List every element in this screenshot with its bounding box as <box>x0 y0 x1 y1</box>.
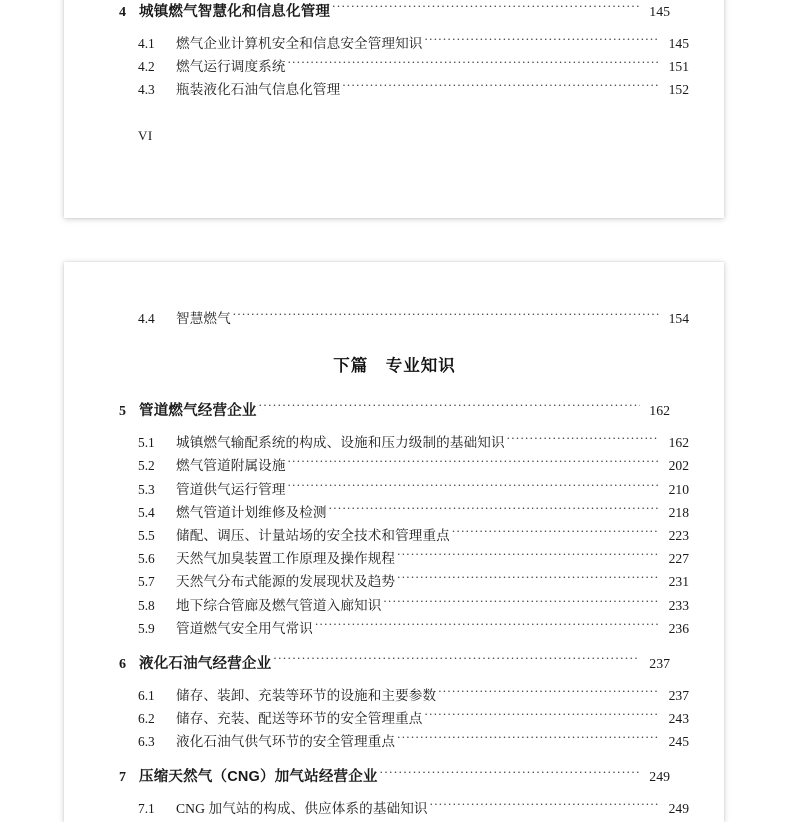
toc-entry-number: 5.4 <box>138 504 155 520</box>
toc-entry-pagenumber: 249 <box>649 769 670 785</box>
dot-leader <box>507 434 659 448</box>
toc-entry-pagenumber: 145 <box>649 4 670 19</box>
toc-entry-pagenumber: 233 <box>668 597 689 613</box>
dot-leader <box>288 480 659 494</box>
toc-entry-5-3[interactable] <box>119 478 689 501</box>
toc-entry-pagenumber: 210 <box>668 481 689 497</box>
toc-entry-pagenumber: 236 <box>668 620 689 636</box>
toc-entry-number: 4.3 <box>138 82 155 98</box>
dot-leader <box>438 686 659 700</box>
toc-entry-pagenumber: 245 <box>668 734 689 750</box>
toc-page-2-body <box>64 262 724 821</box>
toc-entry-title: 管道供气运行管理 <box>176 481 286 497</box>
toc-entry-pagenumber: 218 <box>668 504 689 520</box>
toc-entry-6[interactable] <box>119 652 670 676</box>
spacer <box>119 753 670 765</box>
toc-entry-number: 6.2 <box>138 711 155 727</box>
toc-entry-7[interactable] <box>119 765 670 789</box>
toc-entry-title: 储存、充装、配送等环节的安全管理重点 <box>176 711 423 727</box>
dot-leader <box>273 653 640 668</box>
spacer <box>119 262 670 287</box>
toc-entry-pagenumber: 145 <box>668 36 689 51</box>
toc-entry-number: 7.1 <box>138 801 155 817</box>
dot-leader <box>425 709 660 723</box>
toc-entry-6-3[interactable] <box>119 730 689 753</box>
toc-entry-number: 4.4 <box>138 311 155 326</box>
toc-entry-pagenumber: 162 <box>649 403 670 419</box>
toc-entry-5-4[interactable] <box>119 501 689 524</box>
toc-entry-pagenumber: 231 <box>668 574 689 590</box>
part-heading: 下篇 专业知识 <box>333 357 456 376</box>
toc-entry-5-5[interactable] <box>119 524 689 547</box>
dot-leader <box>342 81 659 95</box>
spacer <box>119 423 670 431</box>
toc-entry-5[interactable] <box>119 399 670 423</box>
toc-entry-title: 管道燃气安全用气常识 <box>176 620 313 636</box>
spacer <box>119 789 670 797</box>
toc-page-1-body <box>64 0 724 144</box>
toc-entry-number: 4.1 <box>138 36 155 51</box>
toc-entry-title: 燃气企业计算机安全和信息安全管理知识 <box>176 36 423 51</box>
dot-leader <box>329 503 659 517</box>
toc-entry-4-1[interactable] <box>119 32 689 55</box>
toc-entry-title: 燃气运行调度系统 <box>176 59 286 75</box>
dot-leader <box>397 733 659 747</box>
toc-entry-number: 5.6 <box>138 551 155 567</box>
toc-entry-pagenumber: 249 <box>668 801 689 817</box>
dot-leader <box>383 596 659 610</box>
dot-leader <box>288 58 659 72</box>
toc-entry-number: 5.5 <box>138 527 155 543</box>
toc-entry-pagenumber: 237 <box>649 655 670 671</box>
toc-entry-title: 天然气分布式能源的发展现状及趋势 <box>176 574 396 590</box>
toc-entry-5-1[interactable] <box>119 431 689 454</box>
page-folio-number: VI <box>138 127 153 143</box>
dot-leader <box>397 550 659 564</box>
spacer <box>119 676 670 684</box>
toc-entry-number: 5.7 <box>138 574 155 590</box>
dot-leader <box>430 800 659 814</box>
dot-leader <box>380 767 640 782</box>
dot-leader <box>288 457 659 471</box>
toc-entry-title: 燃气管道计划维修及检测 <box>176 504 327 520</box>
toc-entry-title: 城镇燃气输配系统的构成、设施和压力级制的基础知识 <box>176 435 505 451</box>
toc-entry-title: 液化石油气供气环节的安全管理重点 <box>176 734 396 750</box>
toc-entry-5-7[interactable] <box>119 570 689 593</box>
toc-entry-4-2[interactable] <box>119 55 689 78</box>
toc-entry-number: 7 <box>119 770 126 786</box>
toc-page-1 <box>64 0 724 218</box>
toc-page-2 <box>64 262 724 822</box>
toc-entry-title: 管道燃气经营企业 <box>139 403 257 420</box>
toc-entry-pagenumber: 237 <box>668 687 689 703</box>
spacer <box>119 24 670 32</box>
dot-leader <box>397 573 659 587</box>
dot-leader <box>315 619 659 633</box>
dot-leader <box>425 34 660 48</box>
toc-entry-6-2[interactable] <box>119 707 689 730</box>
toc-entry-title: 智慧燃气 <box>176 311 231 326</box>
toc-entry-number: 6.3 <box>138 734 155 750</box>
toc-entry-title: 燃气管道附属设施 <box>176 458 286 474</box>
toc-entry-pagenumber: 154 <box>668 311 689 326</box>
toc-entry-5-9[interactable] <box>119 617 689 640</box>
toc-entry-title: 压缩天然气（CNG）加气站经营企业 <box>139 769 378 786</box>
toc-entry-title: 城镇燃气智慧化和信息化管理 <box>139 4 331 20</box>
toc-entry-pagenumber: 223 <box>668 527 689 543</box>
toc-entry-number: 4 <box>119 5 126 20</box>
dot-leader <box>233 309 659 323</box>
toc-entry-pagenumber: 151 <box>668 59 689 75</box>
dot-leader <box>332 2 640 17</box>
toc-entry-number: 5.9 <box>138 620 155 636</box>
spacer <box>119 287 670 307</box>
toc-entry-number: 5.8 <box>138 597 155 613</box>
toc-entry-title: CNG 加气站的构成、供应体系的基础知识 <box>176 801 428 817</box>
toc-entry-title: 地下综合管廊及燃气管道入廊知识 <box>176 597 382 613</box>
toc-entry-title: 液化石油气经营企业 <box>139 655 272 672</box>
toc-entry-pagenumber: 162 <box>668 435 689 451</box>
toc-entry-5-2[interactable] <box>119 454 689 477</box>
dot-leader <box>259 401 640 416</box>
toc-entry-number: 5.1 <box>138 435 155 451</box>
toc-entry-4[interactable] <box>119 0 670 24</box>
toc-entry-5-8[interactable] <box>119 594 689 617</box>
toc-entry-pagenumber: 152 <box>668 82 689 98</box>
toc-entry-4-4[interactable] <box>119 307 689 330</box>
toc-entry-title: 储存、装卸、充装等环节的设施和主要参数 <box>176 687 437 703</box>
toc-entry-number: 5.3 <box>138 481 155 497</box>
toc-entry-7-1[interactable] <box>119 797 689 820</box>
toc-entry-4-3[interactable] <box>119 78 689 101</box>
toc-entry-title: 天然气加臭装置工作原理及操作规程 <box>176 551 396 567</box>
toc-entry-pagenumber: 227 <box>668 551 689 567</box>
toc-entry-6-1[interactable] <box>119 684 689 707</box>
toc-entry-title: 储配、调压、计量站场的安全技术和管理重点 <box>176 527 450 543</box>
toc-entry-title: 瓶装液化石油气信息化管理 <box>176 82 341 98</box>
toc-entry-number: 6.1 <box>138 687 155 703</box>
toc-entry-number: 5 <box>119 404 126 420</box>
toc-entry-number: 4.2 <box>138 59 155 75</box>
toc-entry-number: 5.2 <box>138 458 155 474</box>
toc-entry-pagenumber: 202 <box>668 458 689 474</box>
toc-entry-5-6[interactable] <box>119 547 689 570</box>
spacer <box>119 640 670 652</box>
spacer <box>119 379 670 399</box>
toc-entry-number: 6 <box>119 656 126 672</box>
toc-entry-pagenumber: 243 <box>668 711 689 727</box>
dot-leader <box>452 526 659 540</box>
